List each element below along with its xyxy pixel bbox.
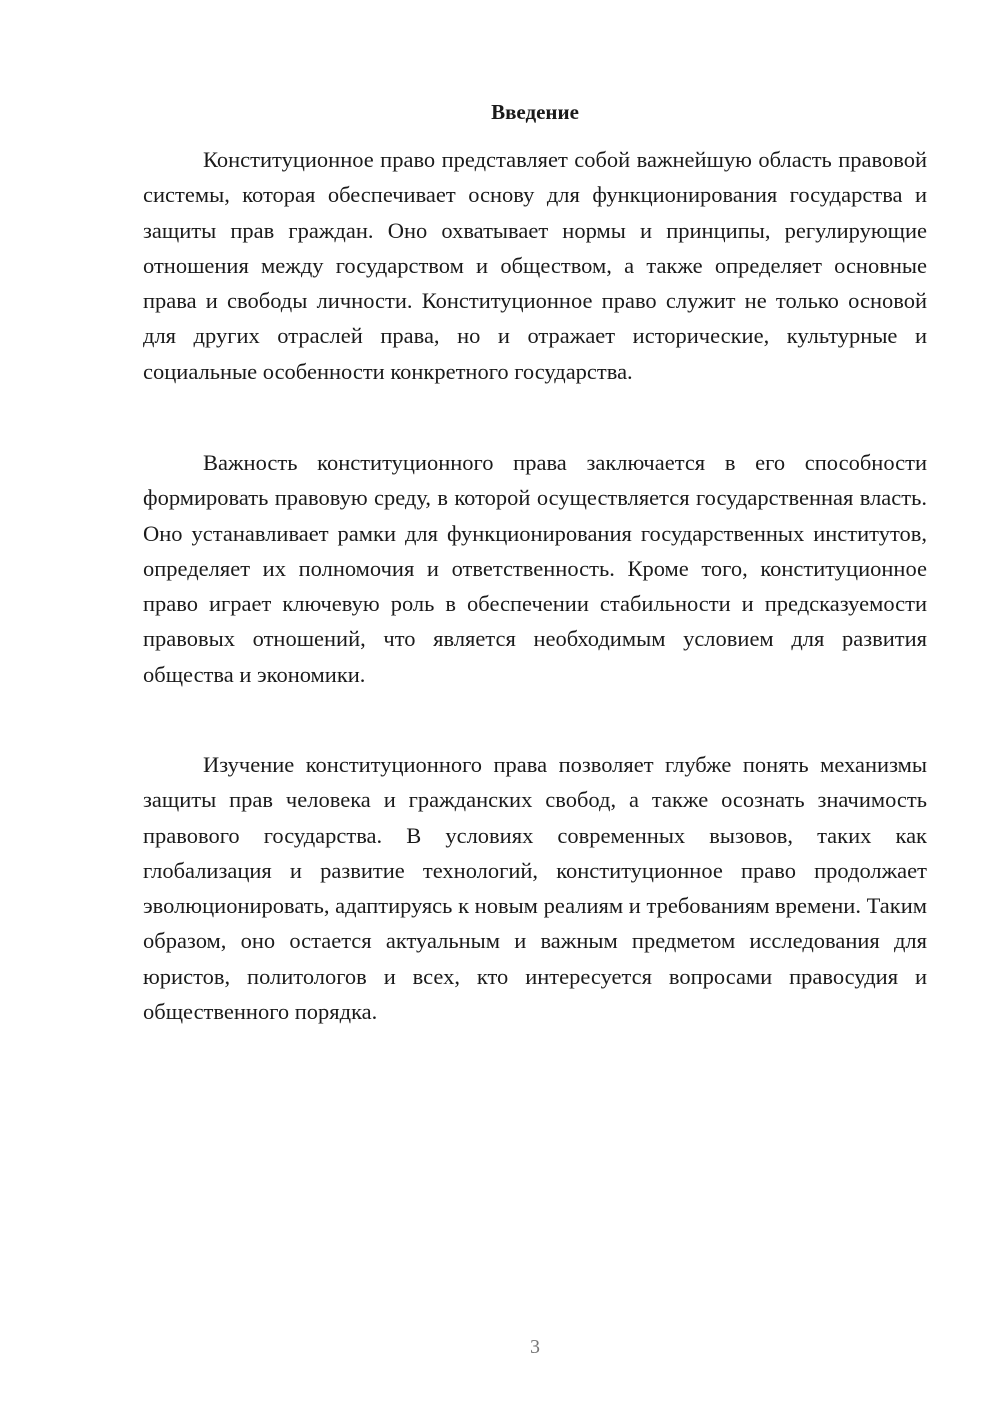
paragraph-3: Изучение конституционного права позволяет глубже понять механизмы защиты прав человека и гражданских свобод, а также осознать значимость правового государства. В условиях современных вызовов, таких как глобализация и развитие технологий, конституционное право продолжает эволюционировать, адаптируясь к новым реалиям и требованиям времени. Таким образом, оно остается актуальным и важным предметом исследования для юристов, политологов и всех, кто интересуется вопросами правосудия и общественного порядка. (143, 752, 927, 1025)
page-number: 3 (530, 1336, 540, 1358)
paragraph-2: Важность конституционного права заключается в его способности формировать правовую среду, в которой осуществляется государственная власть. Оно устанавливает рамки для функционирования государственных институтов, определяет их полномочия и ответственность. Кроме того, конституционное право играет ключевую роль в обеспечении стабильности и предсказуемости правовых отношений, что является необходимым условием для развития общества и экономики. (143, 450, 927, 687)
section-title: Введение (491, 100, 579, 124)
paragraph-1: Конституционное право представляет собой важнейшую область правовой системы, которая обеспечивает основу для функционирования государства и защиты прав граждан. Оно охватывает нормы и принципы, регулирующие отношения между государством и обществом, а также определяет основные права и свободы личности. Конституционное право служит не только основой для других отраслей права, но и отражает исторические, культурные и социальные особенности конкретного государства. (143, 147, 927, 384)
